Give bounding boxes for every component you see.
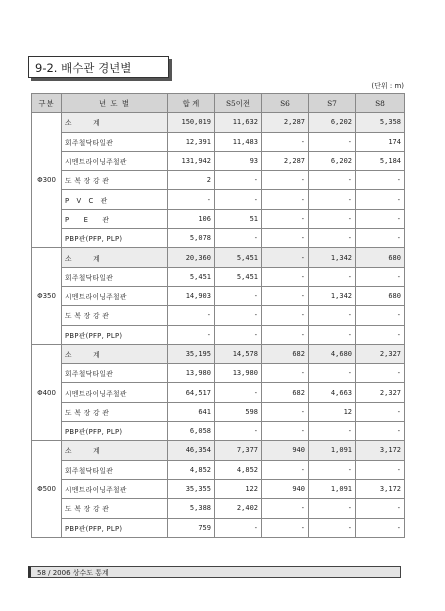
value-cell: - [262,209,309,228]
value-cell: 35,355 [168,479,215,498]
value-cell: 682 [262,383,309,402]
value-cell: 2 [168,171,215,190]
table-row [32,479,405,498]
value-cell: - [262,518,309,537]
value-cell: 12,391 [168,132,215,151]
value-cell: - [356,190,405,209]
value-cell: - [309,460,356,479]
value-cell: 11,632 [215,113,262,132]
value-cell: 1,091 [309,479,356,498]
value-cell: - [168,325,215,344]
table-row [32,422,405,441]
value-cell: - [262,364,309,383]
value-cell: 940 [262,479,309,498]
value-cell: - [168,306,215,325]
table-row [32,518,405,537]
value-cell: - [309,190,356,209]
pipe-type-cell: P E 관 [62,209,168,228]
pipe-type-cell: 시멘트라이닝주철관 [62,151,168,170]
subtotal-row [32,441,405,460]
value-cell: - [356,306,405,325]
pipe-type-cell: 회주철닥타일관 [62,364,168,383]
value-cell: - [215,383,262,402]
value-cell: 122 [215,479,262,498]
table-row [32,286,405,305]
value-cell: - [356,499,405,518]
subtotal-row [32,344,405,363]
table-row [32,190,405,209]
value-cell: - [262,190,309,209]
table-row [32,151,405,170]
diameter-cell: Φ500 [32,441,62,537]
value-cell: - [262,325,309,344]
value-cell: - [262,267,309,286]
value-cell: - [356,402,405,421]
value-cell: 93 [215,151,262,170]
value-cell: - [309,132,356,151]
table-row [32,383,405,402]
pipe-type-cell: 회주철닥타일관 [62,132,168,151]
value-cell: 6,202 [309,151,356,170]
pipe-type-cell: 회주철닥타일관 [62,460,168,479]
value-cell: 2,287 [262,113,309,132]
value-cell: - [309,325,356,344]
value-cell: 14,578 [215,344,262,363]
value-cell: 680 [356,248,405,267]
value-cell: 2,402 [215,499,262,518]
value-cell: - [356,364,405,383]
diameter-cell: Φ400 [32,344,62,440]
value-cell: 13,980 [215,364,262,383]
value-cell: 6,058 [168,422,215,441]
value-cell: 6,202 [309,113,356,132]
subtotal-row [32,248,405,267]
subtotal-row [32,113,405,132]
header-type: 년 도 별 [62,94,168,113]
table-body [32,113,405,538]
value-cell: 5,451 [168,267,215,286]
value-cell: 759 [168,518,215,537]
pipe-type-cell: 소 계 [62,441,168,460]
value-cell: - [309,306,356,325]
value-cell: 2,327 [356,344,405,363]
pipe-type-cell: 시멘트라이닝주철관 [62,286,168,305]
value-cell: 11,483 [215,132,262,151]
pipe-type-cell: 소 계 [62,248,168,267]
value-cell: 3,172 [356,441,405,460]
value-cell: - [262,422,309,441]
value-cell: 4,663 [309,383,356,402]
value-cell: - [356,518,405,537]
unit-label: (단위 : m) [371,82,404,90]
value-cell: 5,451 [215,267,262,286]
value-cell: 12 [309,402,356,421]
header-category: 구분 [32,94,62,113]
value-cell: - [309,499,356,518]
value-cell: - [309,229,356,248]
value-cell: - [215,171,262,190]
table-row [32,499,405,518]
diameter-cell: Φ350 [32,248,62,344]
value-cell: - [262,499,309,518]
pipe-type-cell: PBP관(PFP, PLP) [62,422,168,441]
value-cell: 4,852 [215,460,262,479]
value-cell: - [262,306,309,325]
value-cell: 7,377 [215,441,262,460]
table-row [32,364,405,383]
pipe-type-cell: P V C 관 [62,190,168,209]
pipe-type-cell: 도 복 장 강 관 [62,499,168,518]
value-cell: 940 [262,441,309,460]
value-cell: 2,327 [356,383,405,402]
value-cell: - [356,460,405,479]
value-cell: - [262,132,309,151]
value-cell: 4,680 [309,344,356,363]
header-s7: S7 [309,94,356,113]
value-cell: 5,078 [168,229,215,248]
value-cell: 3,172 [356,479,405,498]
page-footer: 58 / 2006 상수도 통계 [28,566,401,578]
value-cell: 13,980 [168,364,215,383]
value-cell: - [356,325,405,344]
header-s5-before: S5이전 [215,94,262,113]
pipe-type-cell: 시멘트라이닝주철관 [62,479,168,498]
value-cell: - [262,248,309,267]
value-cell: 5,451 [215,248,262,267]
value-cell: - [309,364,356,383]
pipe-type-cell: PBP관(PFP, PLP) [62,229,168,248]
table-row [32,209,405,228]
value-cell: 46,354 [168,441,215,460]
value-cell: 598 [215,402,262,421]
value-cell: 682 [262,344,309,363]
pipe-type-cell: 도 복 장 강 관 [62,306,168,325]
pipe-type-cell: PBP관(PFP, PLP) [62,325,168,344]
table-row [32,306,405,325]
value-cell: - [168,190,215,209]
value-cell: 5,358 [356,113,405,132]
value-cell: - [356,267,405,286]
value-cell: - [262,171,309,190]
value-cell: - [215,286,262,305]
pipe-type-cell: 시멘트라이닝주철관 [62,383,168,402]
value-cell: 641 [168,402,215,421]
diameter-cell: Φ300 [32,113,62,248]
header-s6: S6 [262,94,309,113]
value-cell: - [356,209,405,228]
value-cell: 174 [356,132,405,151]
section-title: 9-2. 배수관 경년별 [28,56,169,78]
pipe-type-cell: 소 계 [62,113,168,132]
value-cell: 51 [215,209,262,228]
table-header-row [32,94,405,113]
pipe-type-cell: 회주철닥타일관 [62,267,168,286]
value-cell: 5,388 [168,499,215,518]
header-s8: S8 [356,94,405,113]
value-cell: 4,852 [168,460,215,479]
value-cell: - [309,171,356,190]
value-cell: - [309,518,356,537]
value-cell: 106 [168,209,215,228]
value-cell: - [262,402,309,421]
value-cell: 1,342 [309,286,356,305]
value-cell: - [309,209,356,228]
value-cell: - [262,286,309,305]
table-row [32,229,405,248]
pipe-type-cell: 도 복 장 강 관 [62,171,168,190]
value-cell: - [309,422,356,441]
value-cell: 64,517 [168,383,215,402]
value-cell: 131,942 [168,151,215,170]
value-cell: 2,287 [262,151,309,170]
value-cell: - [262,229,309,248]
value-cell: 150,019 [168,113,215,132]
table-row [32,267,405,286]
table-row [32,402,405,421]
value-cell: - [356,422,405,441]
value-cell: 35,195 [168,344,215,363]
table-row [32,132,405,151]
value-cell: 20,360 [168,248,215,267]
value-cell: - [262,460,309,479]
table-row [32,460,405,479]
pipe-type-cell: 도 복 장 강 관 [62,402,168,421]
value-cell: - [215,229,262,248]
value-cell: 1,342 [309,248,356,267]
value-cell: - [215,325,262,344]
pipe-type-cell: 소 계 [62,344,168,363]
pipe-type-cell: PBP관(PFP, PLP) [62,518,168,537]
value-cell: - [215,422,262,441]
table-row [32,325,405,344]
value-cell: 1,091 [309,441,356,460]
value-cell: - [215,306,262,325]
table-row [32,171,405,190]
header-total: 합 계 [168,94,215,113]
value-cell: - [309,267,356,286]
pipe-age-table [31,93,405,538]
value-cell: 5,184 [356,151,405,170]
value-cell: 14,903 [168,286,215,305]
value-cell: - [356,171,405,190]
value-cell: - [215,518,262,537]
value-cell: - [356,229,405,248]
value-cell: - [215,190,262,209]
value-cell: 680 [356,286,405,305]
